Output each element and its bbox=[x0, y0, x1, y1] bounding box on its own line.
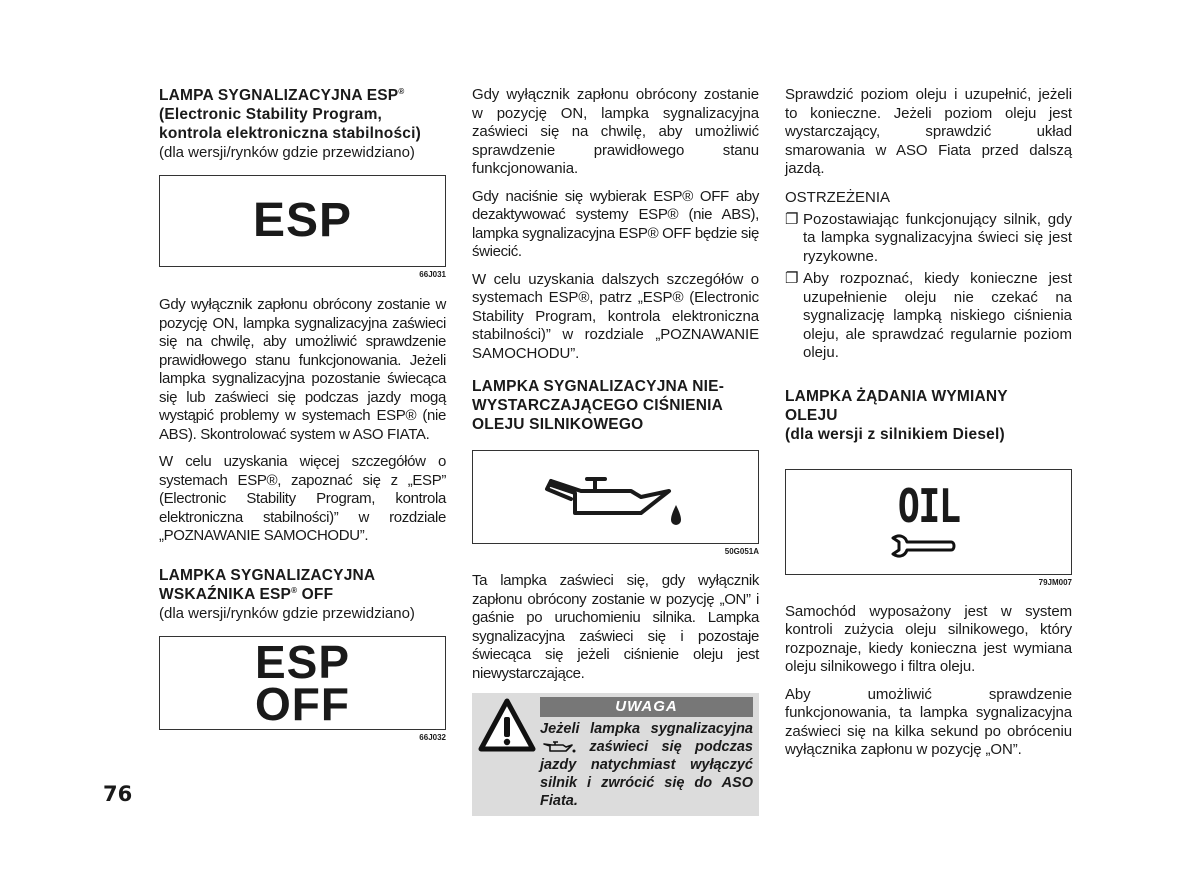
esp-off-figure bbox=[159, 636, 446, 730]
warning-box bbox=[472, 693, 759, 816]
warning-title: UWAGA bbox=[540, 697, 753, 717]
oil-check-paragraph: Sprawdzić poziom oleju i uzupełnić, jeżeli to konieczne. Jeżeli poziom oleju jest wystarczający, sprawdzić układ smarowania w ASO Fiata przed dalszą jazdą. bbox=[785, 86, 1072, 177]
warnings-label: OSTRZEŻENIA bbox=[785, 188, 891, 206]
oil-change-heading bbox=[785, 387, 1072, 444]
esp-warning-icon: ESP bbox=[252, 194, 353, 247]
oil-can-icon bbox=[541, 467, 691, 527]
esp-off-warning-icon bbox=[254, 635, 351, 730]
oil-change-heading-line3: (dla wersji z silnikiem Diesel) bbox=[785, 425, 1005, 443]
esp-off-line1: ESP bbox=[254, 635, 351, 688]
esp-off-heading-sub: (dla wersji/rynków gdzie przewidziano) bbox=[159, 604, 415, 622]
oil-change-heading-line2: OLEJU bbox=[785, 406, 838, 424]
esp-figure bbox=[159, 175, 446, 267]
warning-bullet-2-text: Aby rozpoznać, kiedy konieczne jest uzupełnienie oleju nie czekać na sygnalizację lampką niskiego ciśnienia oleju, ale sprawdzać regularnie poziom oleju. bbox=[803, 270, 1072, 361]
esp-figure-code: 66J031 bbox=[419, 270, 446, 279]
registered-mark: ® bbox=[291, 585, 298, 595]
oil-pressure-heading bbox=[472, 377, 759, 434]
esp-off-paragraph-1: Gdy wyłącznik zapłonu obrócony zostanie w pozycję ON, lampka sygnalizacyjna zaświeci się na chwilę, aby umożliwić sprawdzenie prawidłowego stanu funkcjonowania. bbox=[472, 86, 759, 177]
column-right bbox=[785, 86, 1072, 769]
esp-off-figure-code: 66J032 bbox=[419, 732, 446, 742]
warning-text-start: Jeżeli lampka sygnalizacyjna bbox=[540, 721, 753, 737]
warning-bullet-1 bbox=[785, 211, 1072, 267]
column-left bbox=[159, 86, 446, 742]
esp-paragraph-1: Gdy wyłącznik zapłonu obrócony zostanie w pozycję ON, lampka sygnalizacyjna zaświeci się na chwilę, aby umożliwić sprawdzenie prawidłowego stanu funkcjonowania. Jeżeli lampka sygnalizacyjna pozostanie świecąca się lub zaświeci się podczas jazdy mogą wystąpić problemy w systemach ESP® (nie ABS). Skontrolować system w ASO FIATA. bbox=[159, 296, 446, 443]
esp-paragraph-2: W celu uzyskania więcej szczegółów o systemach ESP®, zapoznać się z „ESP” (Electronic Stability Program, kontrola elektroniczna stabilności)” w rozdziale „POZNAWANIE SAMOCHODU”. bbox=[159, 453, 446, 544]
esp-heading-line1: LAMPA SYGNALIZACYJNA ESP bbox=[159, 87, 399, 104]
oil-pressure-heading-line2: WYSTARCZAJĄCEGO CIŚNIENIA bbox=[472, 397, 724, 414]
esp-heading bbox=[159, 86, 446, 143]
registered-mark: ® bbox=[398, 86, 405, 96]
esp-heading-line3: kontrola elektroniczna stabilności) bbox=[159, 125, 421, 142]
warning-text bbox=[540, 720, 753, 810]
warning-text-end: zaświeci się podczas jazdy natychmiast wyłączyć silnik i zwrócić się do ASO Fiata. bbox=[540, 739, 753, 809]
oil-change-figure-code: 79JM007 bbox=[1038, 577, 1072, 587]
esp-heading-line2: (Electronic Stability Program, bbox=[159, 106, 383, 123]
wrench-icon bbox=[889, 532, 959, 560]
oil-change-paragraph-1: Samochód wyposażony jest w system kontroli zużycia oleju silnikowego, który rozpoznaje, kiedy konieczna jest wymiana oleju silnikowego i filtra oleju. bbox=[785, 602, 1072, 675]
oil-pressure-figure bbox=[472, 450, 759, 544]
oil-label: OIL bbox=[897, 478, 960, 533]
oil-can-inline-icon bbox=[542, 740, 576, 754]
page-number: 76 bbox=[103, 782, 133, 806]
esp-off-paragraph-2: Gdy naciśnie się wybierak ESP® OFF aby dezaktywować systemy ESP® (nie ABS), lampka sygnalizacyjna ESP® OFF będzie się świecić. bbox=[472, 187, 759, 260]
esp-off-line2: OFF bbox=[255, 677, 350, 730]
esp-off-heading bbox=[159, 566, 446, 604]
oil-change-figure bbox=[785, 469, 1072, 575]
esp-off-paragraph-3: W celu uzyskania dalszych szczegółów o systemach ESP®, patrz „ESP® (Electronic Stability Program, kontrola elektroniczna stabilności)” w rozdziale „POZNAWANIE SAMOCHODU”. bbox=[472, 270, 759, 362]
oil-change-heading-line1: LAMPKA ŻĄDANIA WYMIANY bbox=[785, 387, 1008, 405]
warning-triangle-icon bbox=[478, 697, 540, 810]
esp-heading-sub: (dla wersji/rynków gdzie przewidziano) bbox=[159, 144, 415, 161]
checkbox-bullet-icon: ❐ bbox=[785, 270, 799, 287]
esp-off-heading-line2: WSKAŹNIKA ESP bbox=[159, 585, 292, 603]
oil-pressure-paragraph: Ta lampka zaświeci się, gdy wyłącznik zapłonu obrócony zostanie w pozycję „ON” i gaśnie po uruchomieniu silnika. Lampka sygnalizacyjna zaświeci się i pozostaje świecąca się jeżeli ciśnienie oleju jest niewystarczające. bbox=[472, 572, 759, 682]
oil-pressure-heading-line3: OLEJU SILNIKOWEGO bbox=[472, 416, 644, 433]
oil-pressure-figure-code: 50G051A bbox=[724, 547, 759, 556]
checkbox-bullet-icon: ❐ bbox=[785, 210, 799, 228]
esp-off-heading-tail: OFF bbox=[297, 585, 334, 603]
oil-pressure-heading-line1: LAMPKA SYGNALIZACYJNA NIE- bbox=[472, 378, 725, 395]
esp-off-heading-line1: LAMPKA SYGNALIZACYJNA bbox=[159, 566, 376, 584]
oil-change-paragraph-2: Aby umożliwić sprawdzenie funkcjonowania, ta lampka sygnalizacyjna zaświeci się na kilka sekund po obróceniu wyłącznika zapłonu w pozycję „ON”. bbox=[785, 685, 1072, 758]
column-middle bbox=[472, 86, 759, 816]
warning-bullet-1-text: Pozostawiając funkcjonujący silnik, gdy ta lampka sygnalizacyjna świeci się jest ryzykowne. bbox=[803, 210, 1072, 265]
warning-bullet-2 bbox=[785, 270, 1072, 363]
